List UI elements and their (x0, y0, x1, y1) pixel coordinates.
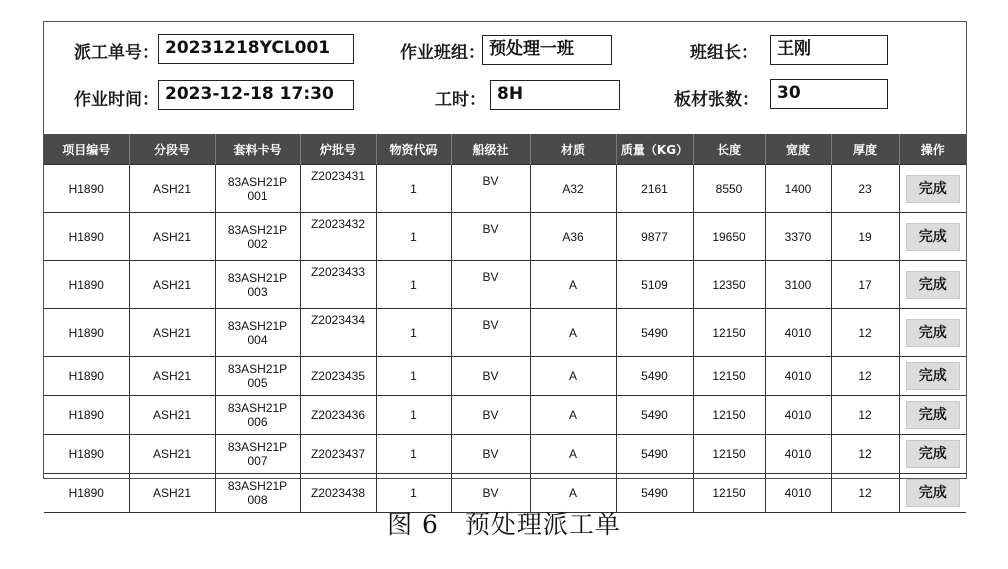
code-cell: 1 (376, 396, 451, 435)
width-cell: 4010 (765, 309, 831, 357)
code-cell: 1 (376, 435, 451, 474)
hours-label: 工时： (435, 90, 486, 110)
width-cell: 1400 (765, 165, 831, 213)
leader-field[interactable]: 王刚 (770, 35, 888, 65)
project-cell: H1890 (44, 357, 129, 396)
segment-cell: ASH21 (129, 213, 215, 261)
segment-cell: ASH21 (129, 396, 215, 435)
figure-caption: 图 6 预处理派工单 (387, 510, 621, 539)
card-line-a: 83ASH21P (227, 401, 288, 415)
action-cell (899, 213, 966, 261)
plates-field[interactable]: 30 (770, 79, 888, 109)
col-header-class: 船级社 (451, 134, 530, 165)
thickness-cell: 12 (831, 396, 899, 435)
order-no-field[interactable]: 20231218YCL001 (158, 34, 354, 64)
class-cell: BV (451, 165, 530, 213)
time-label: 作业时间： (74, 90, 159, 110)
width-cell: 3100 (765, 261, 831, 309)
length-cell: 12150 (693, 396, 765, 435)
width-cell: 4010 (765, 474, 831, 513)
thickness-cell: 12 (831, 309, 899, 357)
card-line-b: 004 (247, 332, 268, 347)
mass-cell: 5109 (616, 261, 693, 309)
complete-button[interactable]: 完成 (906, 479, 960, 507)
leader-label: 班组长： (690, 43, 758, 63)
width-cell: 4010 (765, 435, 831, 474)
card-cell (215, 213, 300, 261)
thickness-cell: 17 (831, 261, 899, 309)
col-header-width: 宽度 (765, 134, 831, 165)
card-line-b: 002 (247, 236, 268, 251)
card-line-b: 006 (247, 415, 268, 429)
table-row (44, 435, 966, 474)
card-cell (215, 396, 300, 435)
table-header-row (44, 134, 966, 165)
card-cell (215, 261, 300, 309)
length-cell: 12150 (693, 357, 765, 396)
col-header-material: 材质 (530, 134, 616, 165)
card-line-a: 83ASH21P (227, 479, 288, 493)
class-cell: BV (451, 261, 530, 309)
length-cell: 8550 (693, 165, 765, 213)
col-header-action: 操作 (899, 134, 966, 165)
thickness-cell: 23 (831, 165, 899, 213)
mass-cell: 5490 (616, 357, 693, 396)
mass-cell: 5490 (616, 396, 693, 435)
col-header-card: 套料卡号 (215, 134, 300, 165)
team-label: 作业班组： (400, 43, 485, 63)
width-cell: 4010 (765, 396, 831, 435)
code-cell: 1 (376, 165, 451, 213)
order-no-label: 派工单号： (74, 43, 159, 63)
complete-button[interactable]: 完成 (906, 440, 960, 468)
card-line-b: 001 (247, 188, 268, 203)
hours-field[interactable]: 8H (490, 80, 620, 110)
card-line-a: 83ASH21P (227, 270, 288, 285)
segment-cell: ASH21 (129, 165, 215, 213)
project-cell: H1890 (44, 474, 129, 513)
length-cell: 19650 (693, 213, 765, 261)
batch-cell: Z2023434 (300, 309, 376, 357)
width-cell: 3370 (765, 213, 831, 261)
complete-button[interactable]: 完成 (906, 175, 960, 203)
dispatch-form (43, 21, 967, 507)
table-row (44, 309, 966, 357)
card-line-b: 007 (247, 454, 268, 468)
batch-cell: Z2023432 (300, 213, 376, 261)
material-cell: A32 (530, 165, 616, 213)
material-cell: A (530, 357, 616, 396)
col-header-length: 长度 (693, 134, 765, 165)
action-cell (899, 261, 966, 309)
action-cell (899, 165, 966, 213)
segment-cell: ASH21 (129, 261, 215, 309)
class-cell: BV (451, 474, 530, 513)
material-cell: A (530, 396, 616, 435)
card-cell (215, 165, 300, 213)
project-cell: H1890 (44, 309, 129, 357)
material-cell: A (530, 261, 616, 309)
table-row (44, 261, 966, 309)
card-line-a: 83ASH21P (227, 174, 288, 189)
length-cell: 12150 (693, 309, 765, 357)
thickness-cell: 12 (831, 357, 899, 396)
batch-cell: Z2023435 (300, 357, 376, 396)
dispatch-table (44, 134, 966, 513)
material-cell: A36 (530, 213, 616, 261)
project-cell: H1890 (44, 165, 129, 213)
action-cell (899, 396, 966, 435)
table-row (44, 213, 966, 261)
action-cell (899, 357, 966, 396)
project-cell: H1890 (44, 261, 129, 309)
col-header-segment: 分段号 (129, 134, 215, 165)
length-cell: 12350 (693, 261, 765, 309)
card-line-b: 008 (247, 493, 268, 507)
table-body (44, 165, 966, 513)
material-cell: A (530, 309, 616, 357)
col-header-project: 项目编号 (44, 134, 129, 165)
time-field[interactable]: 2023-12-18 17:30 (158, 80, 354, 110)
project-cell: H1890 (44, 213, 129, 261)
card-cell (215, 357, 300, 396)
width-cell: 4010 (765, 357, 831, 396)
batch-cell: Z2023436 (300, 396, 376, 435)
material-cell: A (530, 435, 616, 474)
complete-button[interactable]: 完成 (906, 271, 960, 299)
project-cell: H1890 (44, 435, 129, 474)
code-cell: 1 (376, 357, 451, 396)
col-header-mass: 质量（KG） (616, 134, 693, 165)
complete-button[interactable]: 完成 (906, 223, 960, 251)
complete-button[interactable]: 完成 (906, 319, 960, 347)
mass-cell: 9877 (616, 213, 693, 261)
mass-cell: 5490 (616, 474, 693, 513)
team-field[interactable]: 预处理一班 (482, 35, 612, 65)
code-cell: 1 (376, 261, 451, 309)
action-cell (899, 309, 966, 357)
complete-button[interactable]: 完成 (906, 401, 960, 429)
card-line-a: 83ASH21P (227, 440, 288, 454)
length-cell: 12150 (693, 435, 765, 474)
length-cell: 12150 (693, 474, 765, 513)
segment-cell: ASH21 (129, 474, 215, 513)
col-header-code: 物资代码 (376, 134, 451, 165)
code-cell: 1 (376, 213, 451, 261)
card-line-b: 003 (247, 284, 268, 299)
code-cell: 1 (376, 474, 451, 513)
mass-cell: 5490 (616, 435, 693, 474)
segment-cell: ASH21 (129, 435, 215, 474)
project-cell: H1890 (44, 396, 129, 435)
batch-cell: Z2023431 (300, 165, 376, 213)
col-header-thickness: 厚度 (831, 134, 899, 165)
class-cell: BV (451, 213, 530, 261)
thickness-cell: 19 (831, 213, 899, 261)
thickness-cell: 12 (831, 474, 899, 513)
card-line-b: 005 (247, 376, 268, 390)
card-line-a: 83ASH21P (227, 362, 288, 376)
class-cell: BV (451, 357, 530, 396)
code-cell: 1 (376, 309, 451, 357)
plates-label: 板材张数： (674, 90, 759, 110)
segment-cell: ASH21 (129, 309, 215, 357)
card-cell (215, 309, 300, 357)
complete-button[interactable]: 完成 (906, 362, 960, 390)
batch-cell: Z2023433 (300, 261, 376, 309)
action-cell (899, 435, 966, 474)
card-line-a: 83ASH21P (227, 222, 288, 237)
thickness-cell: 12 (831, 435, 899, 474)
class-cell: BV (451, 309, 530, 357)
table-row (44, 357, 966, 396)
card-line-a: 83ASH21P (227, 318, 288, 333)
col-header-batch: 炉批号 (300, 134, 376, 165)
table-row (44, 165, 966, 213)
material-cell: A (530, 474, 616, 513)
table-row (44, 396, 966, 435)
batch-cell: Z2023437 (300, 435, 376, 474)
mass-cell: 5490 (616, 309, 693, 357)
card-cell (215, 435, 300, 474)
class-cell: BV (451, 396, 530, 435)
class-cell: BV (451, 435, 530, 474)
mass-cell: 2161 (616, 165, 693, 213)
batch-cell: Z2023438 (300, 474, 376, 513)
segment-cell: ASH21 (129, 357, 215, 396)
